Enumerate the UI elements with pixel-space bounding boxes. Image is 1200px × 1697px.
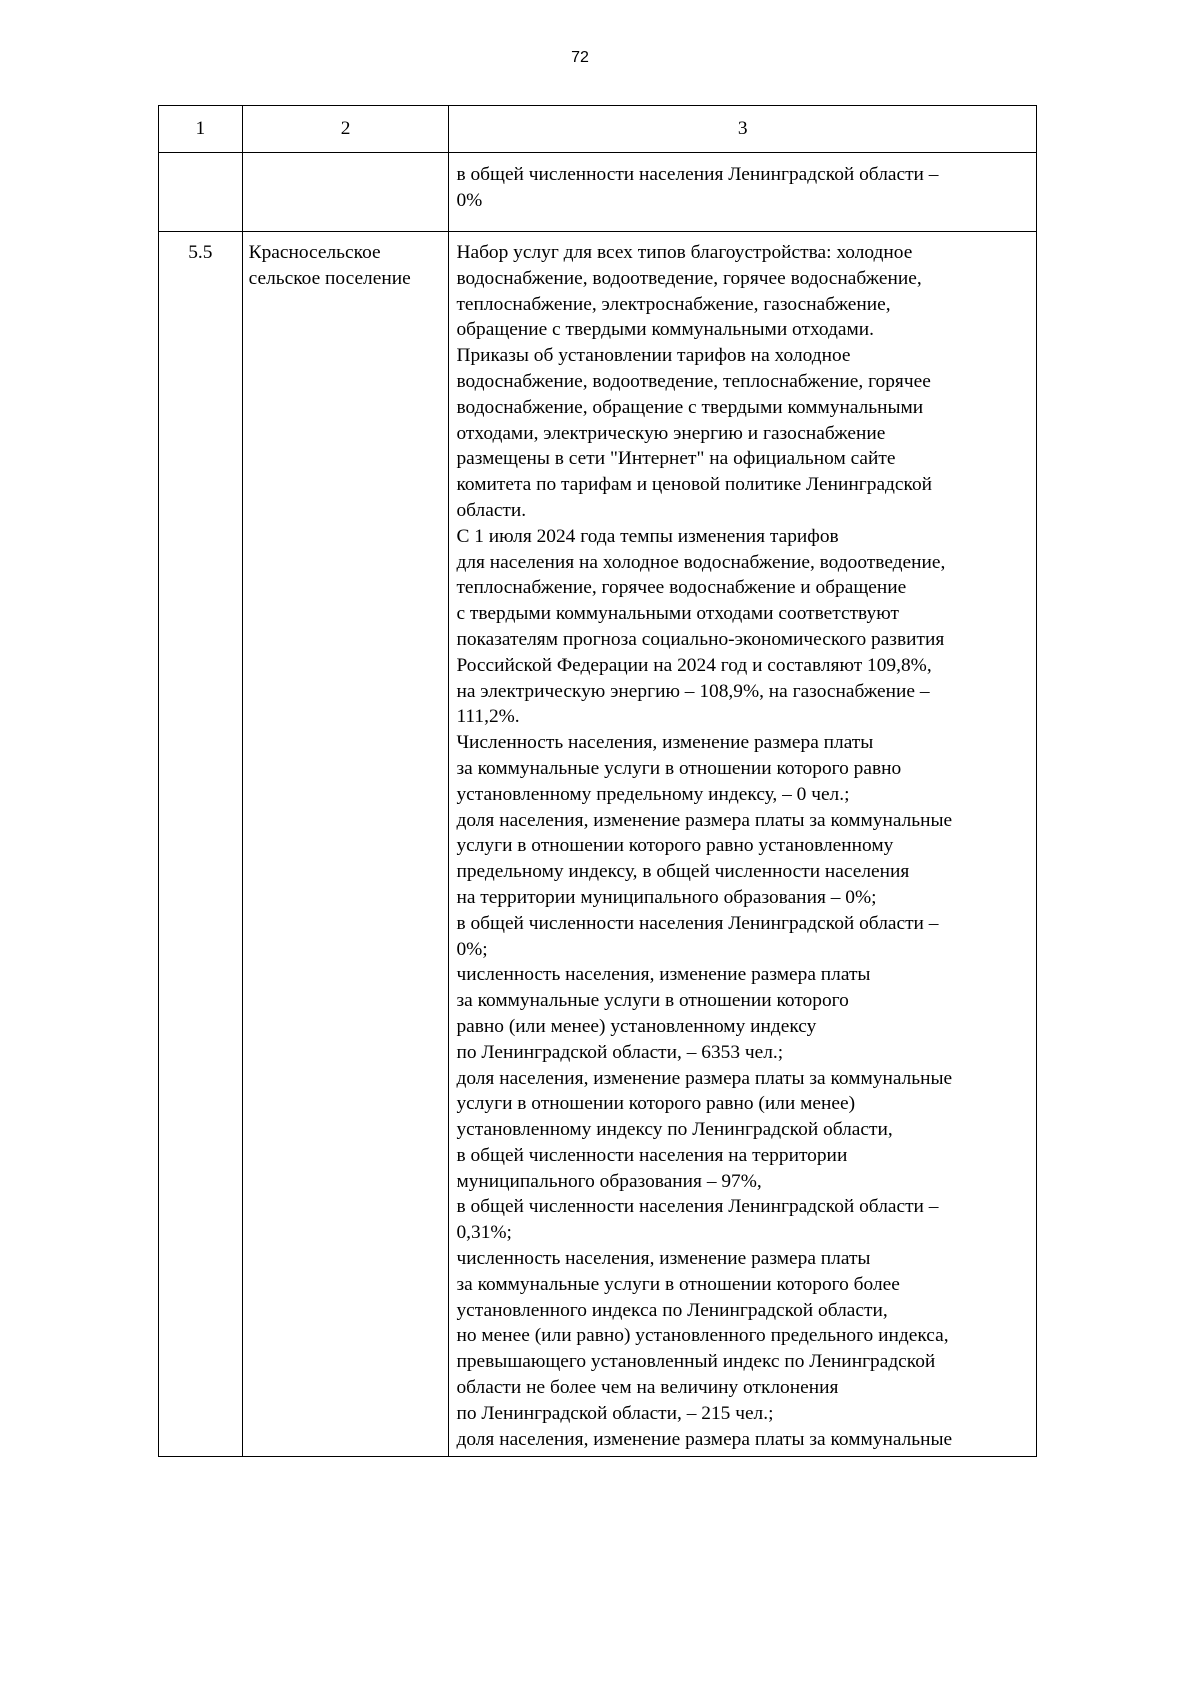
description-line: комитета по тарифам и ценовой политике Ленинградской [456, 474, 933, 496]
continuation-cell-1 [159, 153, 243, 232]
header-cell-2: 2 [242, 106, 449, 153]
description-line: обращение с твердыми коммунальными отходами. [456, 319, 875, 341]
settlement-name-line: Красносельское [248, 242, 381, 263]
description-line: с твердыми коммунальными отходами соответствуют [456, 603, 899, 625]
table-row [159, 232, 1037, 1457]
description-line: услуги в отношении которого равно установленному [456, 835, 894, 857]
description-line: области. [456, 499, 527, 521]
description-line: за коммунальные услуги в отношении которого [456, 990, 849, 1012]
description-line: 111,2%. [456, 706, 520, 728]
description-line: превышающего установленный индекс по Ленинградской [456, 1351, 936, 1373]
description-line: предельному индексу, в общей численности населения [456, 861, 910, 883]
continuation-line: 0% [456, 189, 483, 211]
description-line: теплоснабжение, горячее водоснабжение и обращение [456, 577, 907, 599]
description-line: водоснабжение, водоотведение, теплоснабжение, горячее [456, 370, 931, 392]
continuation-cell-2 [242, 153, 449, 232]
description-line: размещены в сети "Интернет" на официальном сайте [456, 448, 896, 470]
description-line: С 1 июля 2024 года темпы изменения тарифов [456, 525, 839, 547]
description-line: в общей численности населения Ленинградской области – [456, 912, 939, 934]
description-line: но менее (или равно) установленного предельного индекса, [456, 1325, 949, 1347]
table-header-row [159, 106, 1037, 153]
description-line: в общей численности населения Ленинградской области – [456, 1196, 939, 1218]
description-line: по Ленинградской области, – 215 чел.; [456, 1402, 774, 1424]
description-line: на электрическую энергию – 108,9%, на газоснабжение – [456, 680, 930, 702]
description-line: численность населения, изменение размера платы [456, 964, 871, 986]
tariff-table [158, 105, 1037, 1457]
settlement-name [242, 232, 449, 1457]
description-line: установленному индексу по Ленинградской области, [456, 1119, 893, 1141]
description-line: установленному предельному индексу, – 0 чел.; [456, 783, 850, 805]
description-line: численность населения, изменение размера платы [456, 1248, 871, 1270]
description-line: области не более чем на величину отклонения [456, 1377, 839, 1399]
description-line: в общей численности населения на территории [456, 1144, 848, 1166]
description-line: показателям прогноза социально-экономического развития [456, 628, 945, 650]
description-line: услуги в отношении которого равно (или менее) [456, 1093, 856, 1115]
description-line: установленного индекса по Ленинградской области, [456, 1299, 888, 1321]
description-line: за коммунальные услуги в отношении которого более [456, 1273, 900, 1295]
description-line: Численность населения, изменение размера платы [456, 732, 874, 754]
description-line: 0,31%; [456, 1222, 512, 1244]
description-line: муниципального образования – 97%, [456, 1170, 762, 1192]
description-line: доля населения, изменение размера платы за коммунальные [456, 1428, 953, 1450]
description-line: по Ленинградской области, – 6353 чел.; [456, 1041, 784, 1063]
description-line: на территории муниципального образования – 0%; [456, 886, 877, 908]
continuation-text-cell [449, 153, 1037, 232]
description-line: водоснабжение, обращение с твердыми коммунальными [456, 396, 924, 418]
description-line: водоснабжение, водоотведение, горячее водоснабжение, [456, 267, 922, 289]
continuation-row [159, 153, 1037, 232]
row-number: 5.5 [159, 232, 243, 1457]
description-line: 0%; [456, 938, 488, 960]
description-line: за коммунальные услуги в отношении которого равно [456, 757, 902, 779]
header-cell-3: 3 [449, 106, 1037, 153]
description-line: равно (или менее) установленному индексу [456, 1015, 817, 1037]
description-line: Набор услуг для всех типов благоустройства: холодное [456, 242, 913, 263]
description-line: отходами, электрическую энергию и газоснабжение [456, 422, 886, 444]
description-line: для населения на холодное водоснабжение, водоотведение, [456, 551, 946, 573]
description-line: теплоснабжение, электроснабжение, газоснабжение, [456, 293, 891, 315]
description-line: доля населения, изменение размера платы за коммунальные [456, 809, 953, 831]
page-number: 72 [571, 49, 589, 66]
description-line: Приказы об установлении тарифов на холодное [456, 345, 851, 367]
settlement-name-line: сельское поселение [248, 267, 411, 289]
header-cell-1: 1 [159, 106, 243, 153]
description-line: Российской Федерации на 2024 год и составляют 109,8%, [456, 654, 932, 676]
description-line: доля населения, изменение размера платы за коммунальные [456, 1067, 953, 1089]
row-description [449, 232, 1037, 1457]
continuation-line: в общей численности населения Ленинградской области – [456, 164, 939, 185]
